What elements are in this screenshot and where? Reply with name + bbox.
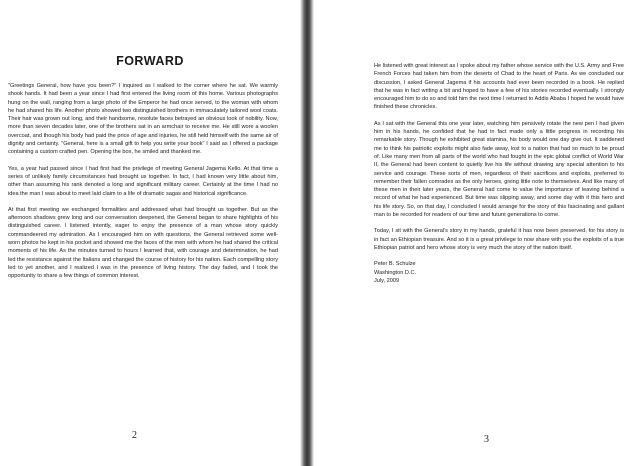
author-place: Washington D.C. — [374, 269, 417, 276]
left-page — [0, 0, 300, 466]
paragraph: Yes, a year had passed since I had first had the privilege of meeting General Jagema Kello. At that time a series of unlikely family circumstances had brought us together. In fact, I had known very little about him, other than assuming his rank denoted a long and significant military career. Certainly at the time I had no idea the man I was about to meet laid claim to a life of dramatic sagas and historical significance. — [8, 165, 278, 197]
paragraph: At that first meeting we exchanged formalities and addressed what had brought us together. But as the afternoon shadows grew long and our conversation deepened, the General began to share highlights of his distinguished career. I listened intently, eager to enjoy the presence of a man whose story quickly commandeered my admiration. As I encouraged him on with questions, the General retrieved some well-worn photos he kept in his pocket and showed me the faces of the men with whom he had shared the critical moments of his life. As the minutes turned to hours I learned that, with courage and determination, he had led the resistance against the Italians and changed the course of history for his nation. Each compelling story led to yet another, and I realized I was in the presence of living history. The day faded, and I took the opportunity to share a few things of common interest. — [8, 206, 278, 280]
paragraph: As I sat with the General this one year later, watching him pensively rotate the new pen I had given him in his hands, he confided that he had in fact made only a little progress in recording his remarkable story. Though he exhibited great stamina, his body would one day give out. It saddened me to think his patriotic exploits might also fade away, lost to a nation that had so much to be proud of. Like many men from all parts of the world who had fought in the epic global conflict of World War II, the General had been content to quietly live his life without drawing any special attention to his service and courage. These sorts of men, regardless of their sacrifices and exploits, preferred to remember their fallen comrades as the only heroes, giving little note to themselves. And like many of these men in their later years, the General had come to value the importance of leaving behind a record of what he had experienced. But time was slipping away, and some day with it this hero and his life story. So, on that day, I concluded I would arrange for the story of this fascinating and gallant man to be recorded for readers of our time and future generations to come. — [374, 120, 624, 219]
paragraph: Today, I sit with the General's story in my hands, grateful it has now been preserved, for his story is in fact an Ethiopian treasure. And so it is a great privilege to now share with you the exploits of a true Ethiopian patriot and hero whose story is very much the story of the nation itself. — [374, 228, 624, 251]
paragraph: "Greetings General, how have you been?" I inquired as I walked to the corner where he sat. We warmly shook hands. It had been a year since I had first entered the living room of this home. Various photographs hung on the wall, ranging from a large photo of the Emperor he had once served, to the woman with whom he had shared his life. Another photo showed two distinguished brothers in immaculately tailored wool coats. Their hair was grown out long, and their handsome, resolute faces betrayed an obvious look of nobility. Now, more than seven decades later, one of the brothers sat in an armchair to receive me. He still wore a woolen overcoat, and though his body had paid the price of age and injuries, he still held himself with the same air of dignity and certainty. "General, here is a small gift to help you write your book" I said as I offered a package containing a custom crafted pen. Opening the box, he smiled and thanked me. — [8, 83, 278, 156]
right-page — [314, 0, 638, 466]
book-gutter — [300, 0, 314, 466]
right-text-column — [374, 62, 624, 285]
page-number: 2 — [132, 430, 137, 441]
left-text-column — [8, 82, 278, 289]
author-date: July, 2009 — [374, 277, 400, 284]
page-title: FORWARD — [116, 54, 184, 68]
paragraph: He listened with great interest as I spoke about my father whose service with the U.S. Army and Free French Forces had taken him from the deserts of Chad to the heart of Paris. As we concluded our discussion, I asked General Jagema if his accounts had ever been recorded in a book. He replied that he was in fact writing a bit and hoped to have a few of his stories recorded eventually. I strongly encouraged him to do so and told him the next time I returned to Addis Ababa I hoped he would have finished these chronicles. — [374, 63, 624, 111]
author-name: Peter B. Schulze — [374, 261, 416, 268]
signature-block — [374, 260, 624, 285]
page-number: 3 — [484, 434, 489, 445]
